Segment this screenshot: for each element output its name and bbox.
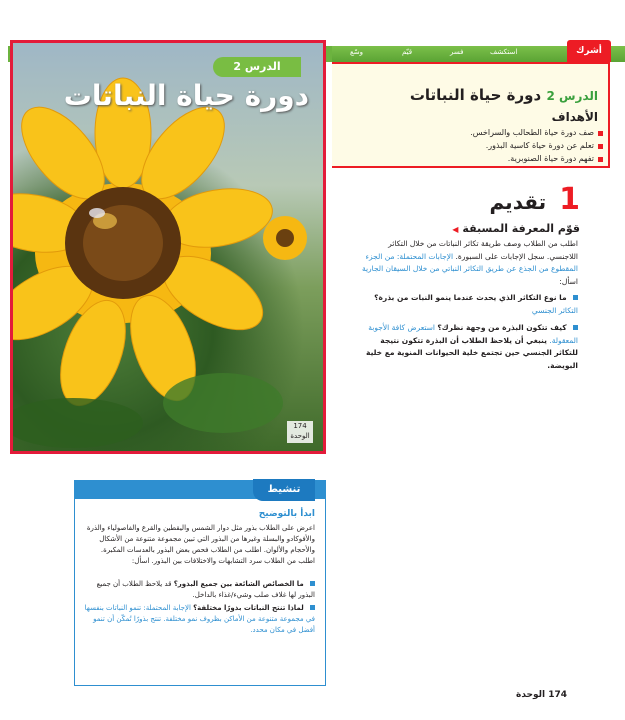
nav-item-explore[interactable]: استكشف — [490, 48, 518, 56]
activity-question-text: ما الخصائص الشائعة بين جميع البذور؟ — [173, 580, 304, 588]
sunflower-icon — [13, 78, 277, 414]
photo-title: دورة حياة النباتات — [63, 79, 309, 112]
nav-item-evaluate[interactable]: قيّم — [402, 48, 413, 56]
sunflower-photo — [10, 40, 326, 454]
knowledge-heading: قوّم المعرفة المسبقة ◀ — [380, 222, 580, 235]
activity-question — [83, 579, 315, 601]
section-number: 1 — [559, 182, 580, 217]
activity-subheading: ابدأ بالتوضيح — [258, 509, 315, 519]
page-footer — [516, 690, 567, 700]
nav-item-extend[interactable]: وسّع — [350, 48, 363, 56]
activity-question-answer: الإجابة المحتملة: تنمو النباتات بنفسها في مجموعة متنوعة من الأماكن بظروف نمو مختلفة. تنتج بذورًا تُمكّن أن تنمو أفضل في مكان محدد. — [84, 604, 315, 634]
question-text: كيف تتكون البذرة من وجهة نظرك؟ — [437, 323, 567, 332]
activity-question-rest: قد يلاحظ الطلاب أن جميع البذور لها غلاف صلب وشيء/غذاء بالداخل. — [96, 580, 315, 599]
section-heading — [400, 182, 580, 217]
activity-text: اعرض على الطلاب بذور مثل دوار الشمس واليقطين والقرع والفاصولياء والذرة والأفوكادو والبسلة وغيرها من البذور التي تبين مجموعة متنوعة من الأشكال والأحجام والألوان. اطلب من الطلاب فحص بعض البذور بالعدسات المكبرة. اطلب من الطلاب سرد التشابهات والاختلافات بين البذور. اسأل: — [86, 524, 315, 565]
activity-question — [83, 603, 315, 636]
section-title: تقديم — [489, 190, 547, 214]
question-answer: استعرض كافة الأجوبة المعقولة. — [368, 323, 578, 345]
footer-page-number: 174 — [548, 690, 568, 700]
photo-page-label — [287, 421, 313, 443]
question-item — [356, 292, 578, 317]
goals-heading: الأهداف — [551, 110, 598, 124]
lesson-number: الدرس 2 — [546, 89, 598, 103]
question-answer: التكاثر الجنسي — [531, 305, 578, 315]
nav-item-explain[interactable]: فسر — [450, 48, 464, 56]
lesson-summary-box — [332, 62, 610, 168]
activity-box — [74, 480, 326, 686]
question-text: ما نوع التكاثر الذي يحدث عندما ينمو النبات من بذرة؟ — [374, 293, 567, 302]
lesson-box-title — [410, 86, 598, 104]
lesson-title: دورة حياة النباتات — [409, 86, 542, 104]
photo-page-number: 174 — [293, 422, 307, 430]
goal-item: تفهم دورة حياة الصنوبرية. — [507, 154, 594, 163]
small-sunflower-icon — [263, 216, 307, 260]
activity-tab: تنشيط — [253, 479, 315, 501]
intro-ask: اسأل: — [559, 276, 578, 286]
goal-item: صف دورة حياة الطحالب والسراخس. — [470, 128, 594, 137]
activity-question-text: لماذا تنتج النباتات بذورًا مختلفة؟ — [193, 604, 304, 612]
intro-answer: الإجابات المحتملة: من الجزء المقطوع من الجذع عن طريق التكاثر النباتي من خلال السيقان الجارية — [361, 251, 578, 273]
footer-label: الوحدة — [516, 690, 546, 700]
lesson-nav — [332, 46, 625, 62]
nav-item-engage[interactable]: أشرك — [567, 40, 611, 62]
question-item — [356, 322, 578, 372]
photo-page-sub: الوحدة — [290, 432, 310, 440]
lesson-tab: الدرس 2 — [213, 57, 301, 77]
intro-text: اطلب من الطلاب وصف طريقة تكاثر النباتات من خلال التكاثر اللاجنسي. سجل الإجابات على السبورة. — [388, 239, 578, 261]
intro-paragraph — [356, 238, 578, 288]
question-rest: ينبغي أن يلاحظ الطلاب أن البذرة تتكون نتيجة للتكاثر الجنسي حين تجتمع خلية الحيوانات المنوية مع خلية البويضة. — [366, 335, 578, 370]
goal-item: تعلم عن دورة حياة كاسية البذور. — [485, 141, 594, 150]
